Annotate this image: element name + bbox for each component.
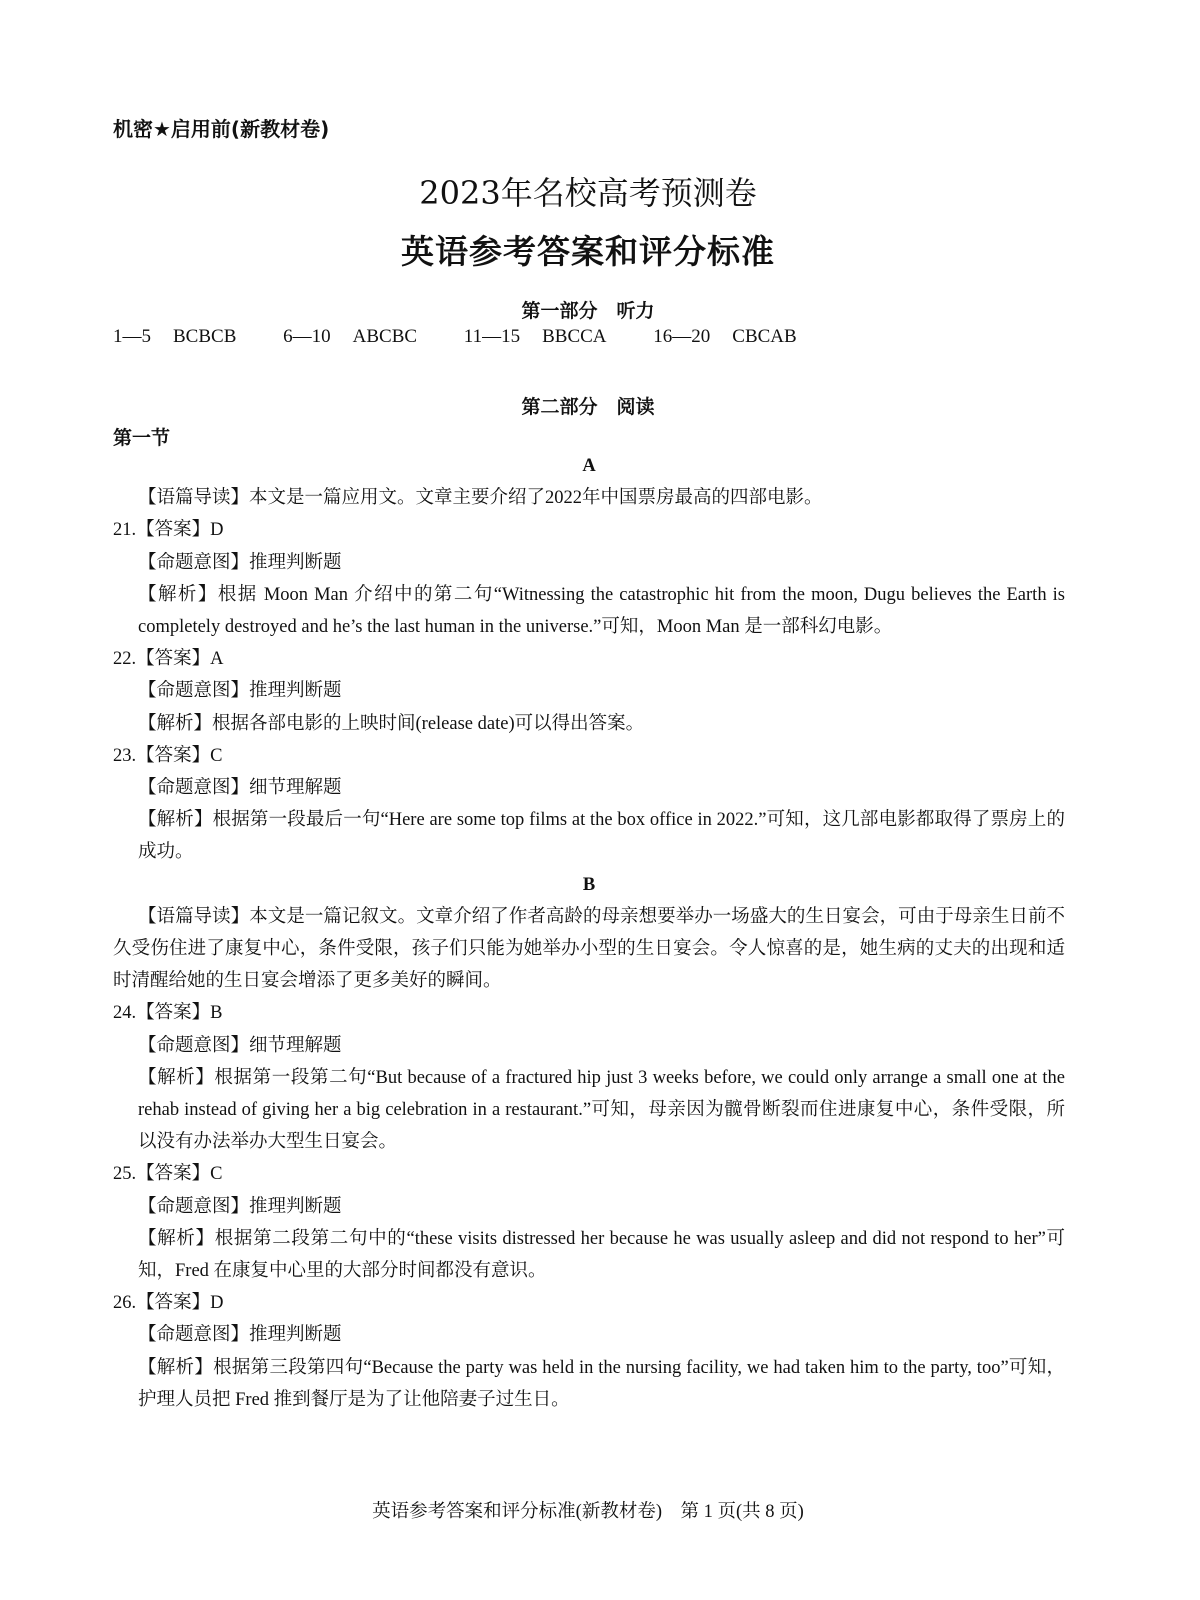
answer-line: 22.【答案】A <box>113 649 224 670</box>
analysis-line: 【解析】根据第一段最后一句“Here are some top films at the box office in 2022.”可知，这几部电影都取得了票房上的成功。 <box>138 810 1065 863</box>
analysis-line: 【解析】根据各部电影的上映时间(release date)可以得出答案。 <box>138 713 645 734</box>
passage-intro: 【语篇导读】本文是一篇应用文。文章主要介绍了2022年中国票房最高的四部电影。 <box>138 488 823 509</box>
intent-line: 【命题意图】推理判断题 <box>138 681 342 702</box>
page-footer: 英语参考答案和评分标准(新教材卷) 第 1 页(共 8 页) <box>372 1502 804 1522</box>
listening-answers <box>113 326 839 348</box>
intent-line: 【命题意图】推理判断题 <box>138 1196 342 1217</box>
answer-set: ABCBC <box>352 326 418 347</box>
analysis-line: 【解析】根据第一段第二句“But because of a fractured hip just 3 weeks before, we could only arrange a small one at the rehab instead of giving her a big celebration in a restaurant.”可知，母亲因为髋骨断裂而住进康复中心，条件受限，所以没有办法举办大型生日宴会。 <box>138 1067 1065 1153</box>
answer-line: 25.【答案】C <box>113 1164 223 1185</box>
answer-line: 21.【答案】D <box>113 520 224 541</box>
answer-range: 6—10 <box>283 326 331 347</box>
answer-line: 24.【答案】B <box>113 1003 223 1024</box>
part2-heading: 第二部分 阅读 <box>521 396 655 418</box>
intent-line: 【命题意图】细节理解题 <box>138 1035 342 1056</box>
passage-letter: A <box>582 456 596 476</box>
intent-line: 【命题意图】推理判断题 <box>138 1325 342 1346</box>
analysis-line: 【解析】根据第三段第四句“Because the party was held in the nursing facility, we had taken him to the party, too”可知，护理人员把 Fred 推到餐厅是为了让他陪妻子过生日。 <box>138 1357 1065 1410</box>
analysis-line: 【解析】根据第二段第二句中的“these visits distressed her because he was usually asleep and did not respond to her”可知，Fred 在康复中心里的大部分时间都没有意识。 <box>138 1228 1065 1282</box>
answer-range: 11—15 <box>463 326 521 347</box>
analysis-line: 【解析】根据 Moon Man 介绍中的第二句“Witnessing the catastrophic hit from the moon, Dugu believes the Earth is completely destroyed and he’s the last human in the universe.”可知，Moon Man 是一部科幻电影。 <box>138 584 1065 638</box>
passage-intro: 【语篇导读】本文是一篇记叙文。文章介绍了作者高龄的母亲想要举办一场盛大的生日宴会，可由于母亲生日前不久受伤住进了康复中心，条件受限，孩子们只能为她举办小型的生日宴会。令人惊喜的是，她生病的丈夫的出现和适时清醒给她的生日宴会增添了更多美好的瞬间。 <box>113 906 1065 992</box>
document-subtitle: 英语参考答案和评分标准 <box>401 232 775 271</box>
passage-letter: B <box>582 874 596 895</box>
exam-title: 2023年名校高考预测卷 <box>419 174 757 212</box>
section-heading: 第一节 <box>113 427 171 449</box>
intent-line: 【命题意图】推理判断题 <box>138 552 342 573</box>
answer-content <box>113 450 1065 1416</box>
answer-set: BCBCB <box>173 326 237 347</box>
confidential-label: 机密★启用前(新教材卷) <box>113 117 330 141</box>
answer-line: 23.【答案】C <box>113 745 223 766</box>
answer-range: 16—20 <box>653 326 711 347</box>
answer-range: 1—5 <box>113 326 151 347</box>
part1-heading: 第一部分 听力 <box>521 300 655 322</box>
answer-set: CBCAB <box>732 326 797 347</box>
answer-line: 26.【答案】D <box>113 1293 224 1314</box>
answer-set: BBCCA <box>542 326 607 347</box>
intent-line: 【命题意图】细节理解题 <box>138 778 342 799</box>
